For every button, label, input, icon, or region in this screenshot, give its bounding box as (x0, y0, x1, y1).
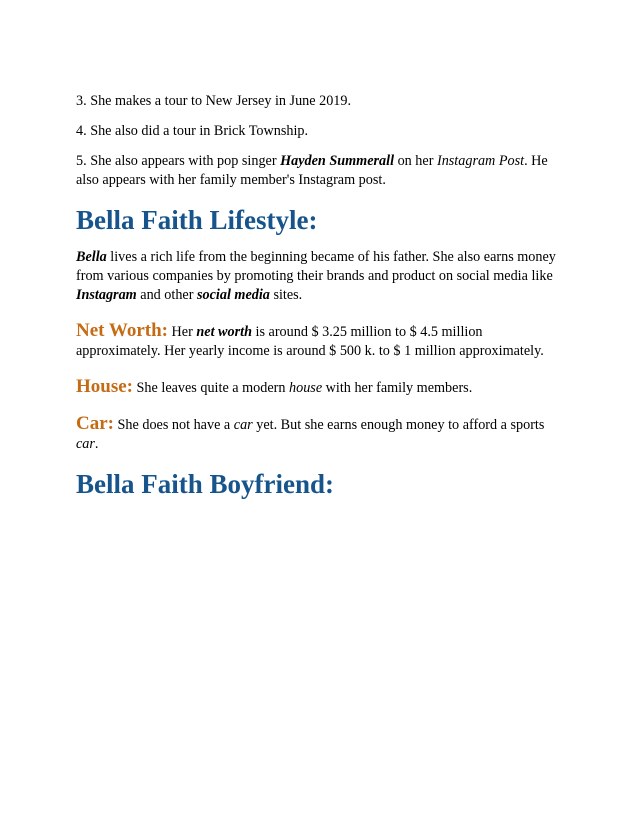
house-paragraph (76, 377, 566, 398)
car-term: car (233, 417, 253, 433)
text-run: . (94, 436, 99, 452)
net-worth-term: net worth (196, 324, 252, 340)
list-item-tour-new-jersey (76, 92, 566, 111)
lifestyle-heading: Bella Faith Lifestyle: (76, 205, 318, 235)
text-run: 5. She also appears with pop singer (76, 153, 281, 169)
document-content (76, 92, 566, 512)
list-item-tour-brick (76, 122, 566, 141)
text-run: with her family members. (322, 380, 473, 396)
net-worth-label: Net Worth: (76, 320, 168, 341)
social-media-term: social media (197, 287, 270, 303)
text-run: on her (394, 153, 437, 169)
text-run: . He also appears with her family member's Instagram post. (76, 153, 548, 188)
text-run: She does not have a (113, 417, 234, 433)
list-item-instagram (76, 152, 566, 190)
text-run: Her (168, 324, 197, 340)
lifestyle-paragraph (76, 248, 566, 305)
car-paragraph (76, 414, 566, 454)
list-item-text: 3. She makes a tour to New Jersey in June 2019. (76, 93, 352, 109)
boyfriend-heading: Bella Faith Boyfriend: (76, 469, 334, 499)
singer-name: Hayden Summerall (280, 153, 395, 169)
text-run: sites. (269, 287, 303, 303)
text-run: lives a rich life from the beginning became of his father. She also earns money from various companies by promoting their brands and product on social media like (76, 249, 556, 284)
text-run: She leaves quite a modern (133, 380, 290, 396)
house-term: house (289, 380, 323, 396)
instagram-post-term: Instagram Post (436, 153, 525, 169)
text-run: yet. But she earns enough money to afford a sports (252, 417, 545, 433)
text-run: and other (136, 287, 197, 303)
house-label: House: (76, 376, 133, 397)
net-worth-paragraph (76, 321, 566, 361)
instagram-term: Instagram (76, 287, 137, 303)
text-run: is around $ 3.25 million to $ 4.5 million approximately. Her yearly income is around $ 500 k. to $ 1 million approximately. (76, 324, 544, 359)
car-label: Car: (76, 413, 114, 434)
list-item-text: 4. She also did a tour in Brick Township. (76, 123, 309, 139)
car-term: car (76, 436, 95, 452)
person-name: Bella (76, 249, 107, 265)
